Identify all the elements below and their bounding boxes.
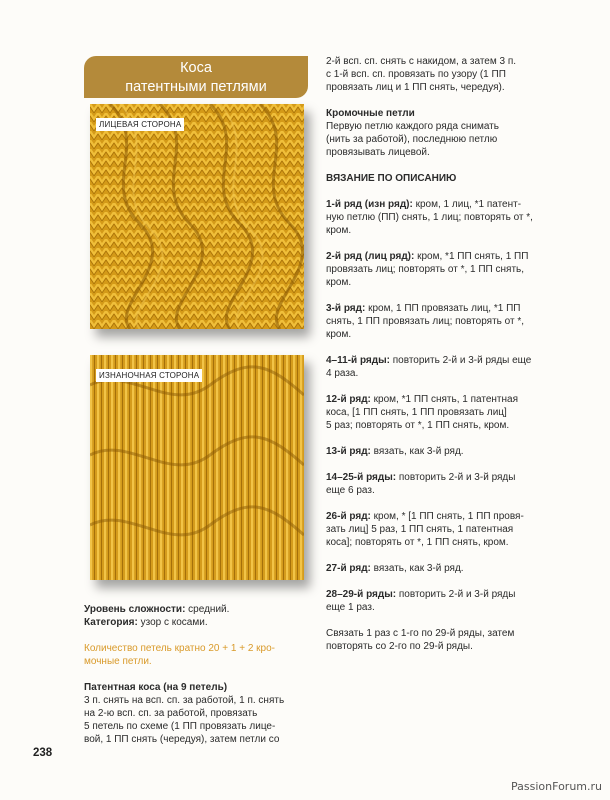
row-text: вязать, как 3-й ряд. — [370, 563, 464, 574]
row-text: кром, * [1 ПП снять, 1 ПП провя- — [370, 511, 524, 522]
row-instruction — [326, 445, 566, 458]
row-text: кром, 1 лиц, *1 патент- — [412, 199, 522, 210]
edge-stitches-heading: Кромочные петли — [326, 108, 415, 119]
patent-line: 5 петель по схеме (1 ПП провязать лице- — [84, 721, 276, 732]
description-heading: ВЯЗАНИЕ ПО ОПИСАНИЮ — [326, 173, 457, 184]
difficulty-label: Уровень сложности: — [84, 604, 186, 615]
final-line: Связать 1 раз с 1-го по 29-й ряды, затем — [326, 628, 515, 639]
category-line — [84, 616, 314, 629]
row-label: 13-й ряд: — [326, 446, 371, 457]
row-label: 1-й ряд (изн ряд): — [326, 199, 413, 210]
intro-line: провязать лиц и 1 ПП снять, чередуя). — [326, 82, 505, 93]
row-label: 12-й ряд: — [326, 394, 371, 405]
row-text: еще 6 раз. — [326, 485, 375, 496]
page-number: 238 — [33, 747, 53, 759]
right-column — [326, 55, 566, 653]
row-instruction — [326, 562, 566, 575]
row-label: 27-й ряд: — [326, 563, 371, 574]
row-instruction — [326, 198, 566, 237]
edge-line: (нить за работой), последнюю петлю — [326, 134, 498, 145]
row-text: 4 раза. — [326, 368, 359, 379]
back-side-label: ИЗНАНОЧНАЯ СТОРОНА — [96, 369, 202, 382]
row-text: повторить 2-й и 3-й ряды — [396, 589, 516, 600]
row-instruction — [326, 354, 566, 380]
patent-line: на 2-ю всп. сп. за работой, провязать — [84, 708, 258, 719]
row-label: 28–29-й ряды: — [326, 589, 397, 600]
row-text: ную петлю (ПП) снять, 1 лиц; повторять от *, — [326, 212, 533, 223]
intro-line: 2-й всп. сп. снять с накидом, а затем 3 п. — [326, 56, 517, 67]
difficulty-line — [84, 603, 314, 616]
final-line: повторять со 2-го по 29-й ряды. — [326, 641, 473, 652]
difficulty-value: средний. — [185, 604, 230, 615]
photo-front-side — [90, 104, 304, 329]
row-instruction — [326, 471, 566, 497]
row-label: 3-й ряд: — [326, 303, 366, 314]
row-instruction — [326, 393, 566, 432]
intro-line: с 1-й всп. сп. провязать по узору (1 ПП — [326, 69, 506, 80]
photo-back-side — [90, 355, 304, 580]
row-text: кром. — [326, 225, 352, 236]
row-text: вязать, как 3-й ряд. — [370, 446, 464, 457]
patent-line: вой, 1 ПП снять (чередуя), затем петли со — [84, 734, 280, 745]
row-label: 14–25-й ряды: — [326, 472, 397, 483]
front-side-label: ЛИЦЕВАЯ СТОРОНА — [96, 118, 184, 131]
row-text: повторить 2-й и 3-й ряды — [396, 472, 516, 483]
stitch-count-line2: мочные петли. — [84, 656, 152, 667]
patent-line: 3 п. снять на всп. сп. за работой, 1 п. снять — [84, 695, 285, 706]
row-instruction — [326, 250, 566, 289]
category-value: узор с косами. — [137, 617, 208, 628]
row-instruction — [326, 510, 566, 549]
row-text: провязать лиц; повторять от *, 1 ПП снять, — [326, 264, 525, 275]
row-text: кром, *1 ПП снять, 1 патентная — [370, 394, 518, 405]
left-column — [84, 603, 314, 746]
edge-line: Первую петлю каждого ряда снимать — [326, 121, 499, 132]
row-text: кром. — [326, 329, 352, 340]
row-instruction — [326, 588, 566, 614]
pattern-title — [84, 56, 308, 98]
row-text: кром, *1 ПП снять, 1 ПП — [414, 251, 529, 262]
knit-texture-front — [90, 104, 304, 329]
row-text: коса, [1 ПП снять, 1 ПП провязать лиц] — [326, 407, 507, 418]
row-label: 26-й ряд: — [326, 511, 371, 522]
row-label: 4–11-й ряды: — [326, 355, 390, 366]
row-text: кром. — [326, 277, 352, 288]
row-text: 5 раз; повторять от *, 1 ПП снять, кром. — [326, 420, 510, 431]
category-label: Категория: — [84, 617, 138, 628]
knit-texture-back — [90, 355, 304, 580]
row-text: еще 1 раз. — [326, 602, 375, 613]
edge-line: провязывать лицевой. — [326, 147, 430, 158]
row-instruction — [326, 302, 566, 341]
stitch-count-line1: Количество петель кратно 20 + 1 + 2 кро- — [84, 643, 276, 654]
rows-list — [326, 198, 566, 614]
patent-cable-heading: Патентная коса (на 9 петель) — [84, 682, 228, 693]
row-text: коса]; повторять от *, 1 ПП снять, кром. — [326, 537, 509, 548]
pattern-title-line2: патентными петлями — [125, 79, 267, 95]
row-text: повторить 2-й и 3-й ряды еще — [389, 355, 532, 366]
row-text: кром, 1 ПП провязать лиц, *1 ПП — [365, 303, 521, 314]
pattern-title-line1: Коса — [180, 60, 212, 76]
watermark: PassionForum.ru — [511, 780, 602, 793]
row-text: зать лиц] 5 раз, 1 ПП снять, 1 патентная — [326, 524, 514, 535]
row-label: 2-й ряд (лиц ряд): — [326, 251, 415, 262]
row-text: снять, 1 ПП провязать лиц; повторять от *, — [326, 316, 525, 327]
